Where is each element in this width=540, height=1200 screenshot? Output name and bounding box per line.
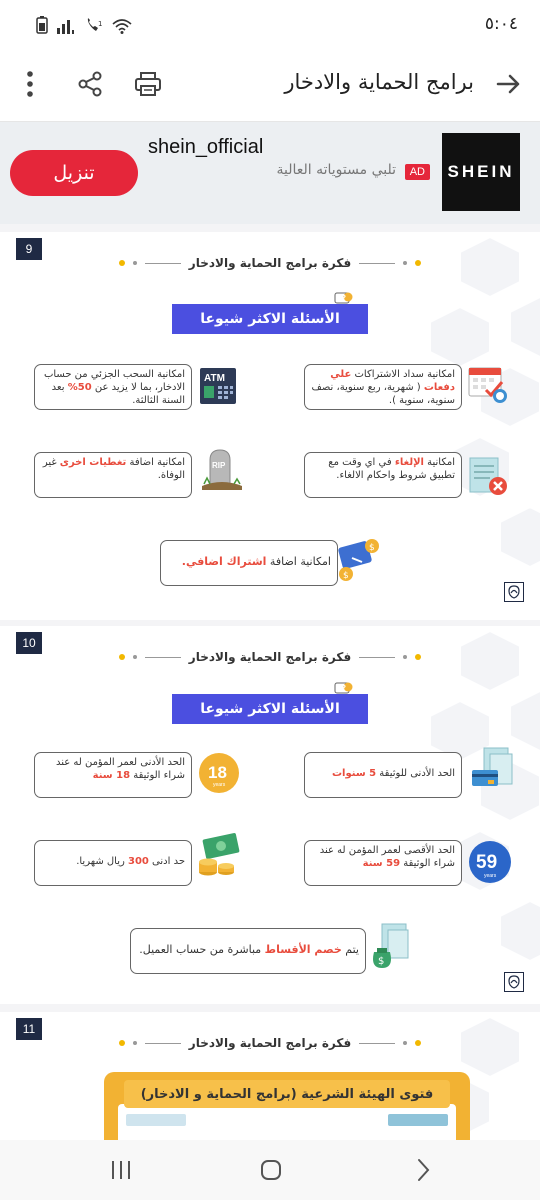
card-premium-deduction (130, 928, 366, 974)
card-text: امكانية اضافة (126, 457, 185, 468)
print-icon (133, 69, 163, 99)
svg-text:?: ? (341, 684, 346, 692)
card-highlight: 5 سنوات (332, 768, 377, 779)
wifi-icon (112, 18, 132, 34)
call-icon (84, 16, 104, 34)
header-dot (119, 260, 125, 266)
slide-header-text: فكرة برامج الحماية والادخار (188, 650, 352, 664)
clock: ٥:٠٤ (484, 14, 518, 34)
card-text: امكانية اضافة (266, 555, 331, 568)
status-bar (0, 0, 540, 48)
home-icon (259, 1158, 283, 1182)
card-text: يتم (341, 943, 359, 956)
signal-icon (56, 18, 76, 34)
age-59-label: 59 (476, 852, 498, 873)
rip-label: RIP (212, 461, 226, 470)
question-bubble-icon (334, 682, 354, 698)
card-text: ريال شهريا. (76, 856, 128, 867)
header-line (145, 657, 181, 658)
battery-icon (36, 16, 48, 34)
back-button[interactable] (492, 68, 524, 100)
header-dot-small (133, 655, 137, 659)
header-line (359, 263, 395, 264)
faq-ribbon (172, 294, 368, 334)
calendar-icon (466, 362, 510, 406)
header-dot-small (403, 1041, 407, 1045)
recents-button[interactable] (106, 1156, 136, 1184)
header-dot-small (403, 655, 407, 659)
advertiser-name[interactable]: shein_official (148, 136, 264, 158)
header-line (145, 263, 181, 264)
card-highlight: تغطيات اخرى (59, 457, 127, 468)
install-button[interactable]: تنزيل (10, 150, 138, 196)
card-text: امكانية (423, 457, 455, 468)
header-line (145, 1043, 181, 1044)
share-button[interactable] (72, 66, 108, 102)
slide-9 (0, 232, 540, 620)
card-extra-coverage (34, 452, 192, 498)
faq-ribbon-text: الأسئلة الاكثر شيوعا (200, 311, 340, 327)
ad-banner[interactable] (0, 122, 540, 224)
age-18-label: 18 (208, 763, 227, 782)
card-highlight: الإلغاء (394, 457, 424, 468)
slide-number: 9 (16, 238, 42, 260)
card-text: مباشرة من حساب العميل. (139, 943, 265, 956)
insurer-mark-icon (506, 974, 522, 990)
svg-text:$: $ (343, 571, 349, 581)
ad-tagline: تلبي مستوياته العالية (276, 162, 396, 178)
slide-number: 11 (16, 1018, 42, 1040)
document-cancel-icon (466, 454, 510, 498)
card-highlight: 18 سنة (92, 770, 131, 781)
fatwa-document (118, 1104, 456, 1140)
card-cancellation (304, 452, 462, 498)
card-text: بعد السنة الثالثة. (51, 382, 185, 406)
insurer-logo-icon (504, 972, 524, 992)
header-dot (119, 1040, 125, 1046)
card-highlight: 50% (67, 382, 92, 393)
header-line (359, 1043, 395, 1044)
tombstone-icon (198, 448, 246, 492)
card-text: حد ادنى (148, 856, 185, 867)
header-dot-small (403, 261, 407, 265)
more-vert-icon (25, 69, 35, 99)
fatwa-banner: فتوى الهيئة الشرعية (برامج الحماية و الادخار) (124, 1080, 450, 1108)
card-min-age (34, 752, 192, 798)
slide-header (0, 1036, 540, 1050)
nav-back-button[interactable] (408, 1156, 438, 1184)
insurer-logo-icon (504, 582, 524, 602)
age-18-badge-icon (198, 752, 240, 794)
card-text: غير الوفاة. (42, 457, 185, 481)
card-highlight: دفعات (423, 382, 455, 393)
faq-ribbon (172, 684, 368, 724)
card-min-term (304, 752, 462, 798)
card-text: الحد الأقصى لعمر المؤمن له عند شراء الوثيقة (319, 845, 455, 869)
svg-text:1: 1 (98, 20, 103, 28)
header-dot (415, 260, 421, 266)
nav-back-icon (415, 1158, 431, 1182)
more-options-button[interactable] (12, 66, 48, 102)
documents-card-icon (470, 746, 516, 792)
card-text: امكانية السحب الجزئي من حساب الادخار، بما لا يزيد عن (43, 369, 185, 393)
card-extra-subscription (160, 540, 338, 586)
card-text: الحد الأدنى لعمر المؤمن له عند شراء الوثيقة (55, 757, 185, 781)
home-button[interactable] (256, 1156, 286, 1184)
doc-logo-stripe (126, 1114, 186, 1126)
atm-icon (198, 366, 238, 406)
card-min-monthly (34, 840, 192, 886)
header-dot (415, 1040, 421, 1046)
header-dot-small (133, 1041, 137, 1045)
slide-header (0, 650, 540, 664)
svg-text:$: $ (369, 543, 375, 553)
recents-icon (109, 1159, 133, 1181)
card-partial-withdrawal (34, 364, 192, 410)
app-bar (0, 48, 540, 122)
advertiser-logo[interactable]: SHEIN (442, 133, 520, 211)
header-line (359, 657, 395, 658)
print-button[interactable] (130, 66, 166, 102)
cash-coins-icon (196, 832, 244, 878)
system-nav-bar (0, 1140, 540, 1200)
card-highlight: اشتراك اضافي. (181, 555, 267, 568)
slide-number: 10 (16, 632, 42, 654)
card-highlight: علي (330, 369, 352, 380)
share-icon (76, 70, 104, 98)
header-dot (415, 654, 421, 660)
money-bag-documents-icon (366, 922, 412, 972)
card-text: امكانية سداد الاشتراكات (351, 369, 455, 380)
card-highlight: خصم الأقساط (264, 943, 342, 956)
svg-text:$: $ (378, 956, 385, 967)
slide-header-text: فكرة برامج الحماية والادخار (188, 256, 352, 270)
header-dot-small (133, 261, 137, 265)
back-arrow-icon (492, 68, 524, 100)
ad-badge: AD (405, 164, 430, 180)
atm-label: ATM (204, 373, 225, 384)
card-max-age (304, 840, 462, 886)
faq-ribbon-text: الأسئلة الاكثر شيوعا (200, 701, 340, 717)
age-59-badge-icon (468, 840, 512, 884)
card-text: الحد الأدنى للوثيقة (376, 768, 455, 779)
card-highlight: 300 (127, 856, 149, 867)
years-label: years (213, 782, 226, 788)
card-installment-payments (304, 364, 462, 410)
slide-header (0, 256, 540, 270)
card-highlight: 59 سنة (362, 858, 401, 869)
years-label: years (484, 873, 497, 879)
status-icons (36, 16, 132, 34)
doc-logo-stripe (388, 1114, 448, 1126)
slide-11 (0, 1012, 540, 1140)
header-dot (119, 654, 125, 660)
phone-money-icon (334, 536, 382, 584)
page-title: برامج الحماية والادخار (284, 70, 474, 94)
insurer-mark-icon (506, 584, 522, 600)
question-bubble-icon (334, 292, 354, 308)
card-text: في اي وقت مع تطبيق شروط واحكام الالغاء. (328, 457, 455, 481)
slide-header-text: فكرة برامج الحماية والادخار (188, 1036, 352, 1050)
slide-10 (0, 626, 540, 1004)
svg-text:?: ? (341, 294, 346, 302)
card-text: ( شهرية، ربع سنوية، نصف سنوية، سنوية ). (311, 382, 455, 406)
